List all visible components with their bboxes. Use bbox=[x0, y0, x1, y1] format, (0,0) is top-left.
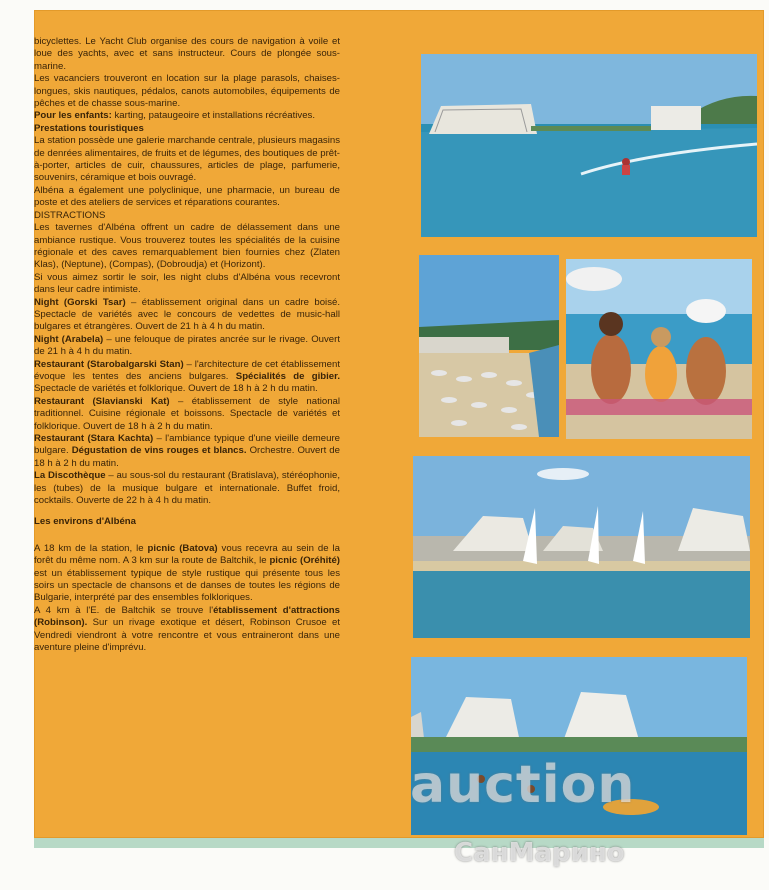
label-enfants: Pour les enfants: bbox=[34, 110, 112, 122]
paragraph bbox=[34, 433, 340, 470]
label-slavianski: Restaurant (Slavianski Kat) bbox=[34, 395, 170, 407]
text-robinson-a: A 4 km à l'E. de Baltchik se trouve l' bbox=[34, 604, 214, 616]
watermark-sanmarino: СанМарино bbox=[454, 838, 625, 868]
label-batova: picnic (Batova) bbox=[147, 542, 218, 554]
photo-beach bbox=[419, 255, 559, 437]
paragraph bbox=[34, 605, 340, 655]
label-gorski-tsar: Night (Gorski Tsar) bbox=[34, 296, 126, 308]
paragraph bbox=[34, 334, 340, 359]
paragraph: Les tavernes d'Albéna offrent un cadre de délassement dans une ambiance rustique. Vous trouverez toutes les spécialités de la cuisine régionale et des caves remarquablement bien fournies chez (Zlaten Klas), (Neptune), (Compas), (Dobroudja) et (Horizont). bbox=[34, 222, 340, 271]
paragraph: Albéna a également une polyclinique, une pharmacie, un bureau de poste et des ateliers de services et réparations courantes. bbox=[34, 184, 340, 209]
heading-prestations: Prestations touristiques bbox=[34, 122, 144, 134]
paragraph bbox=[34, 470, 340, 507]
text-gibier: Spectacle de variétés et folklorique. Ouvert de 18 h à 2 h du matin. bbox=[34, 383, 318, 395]
text-starobalgarski: – l'architecture de cet établissement évoque les tentes des anciens bulgares. bbox=[34, 358, 340, 382]
label-stara-kachta: Restaurant (Stara Kachta) bbox=[34, 433, 154, 444]
label-gibier: Spécialités de gibier. bbox=[235, 370, 341, 382]
text-column bbox=[34, 36, 340, 655]
label-starobalgarski: Restaurant (Starobalgarski Stan) bbox=[34, 358, 184, 370]
label-discotheque: La Discothèque bbox=[34, 470, 106, 482]
text-robinson-b: Sur un rivage exotique et désert, Robinson Crusoe et Vendredi viendront à votre rencontre et vous entraineront dans une aventure pleine d'imprévu. bbox=[34, 617, 340, 654]
paragraph bbox=[34, 110, 340, 122]
paragraph bbox=[34, 359, 340, 396]
label-robinson: établissement d'attractions (Robinson). bbox=[34, 604, 340, 629]
paragraph: Les vacanciers trouveront en location sur la plage parasols, chaises-longues, skis nautiques, pédalos, canots automobiles, équipements de pêches et de chasse sous-marine. bbox=[34, 73, 340, 110]
text-arabela: – une felouque de pirates ancrée sur le rivage. Ouvert de 21 h à 4 h du matin. bbox=[34, 333, 340, 358]
paragraph bbox=[34, 396, 340, 433]
heading-environs: Les environs d'Albéna bbox=[34, 516, 136, 528]
text-environs-a: A 18 km de la station, le bbox=[34, 542, 148, 554]
text-environs-b: vous recevra au sein de la forêt du même nom. A 3 km sur la route de Baltchik, le bbox=[34, 542, 340, 567]
watermark-auction: auction bbox=[410, 755, 636, 815]
text-gorski-tsar: – établissement original dans un cadre boisé. Spectacle de variétés avec le concours de vedettes de music-hall bulgares et étrangères. Ouvert de 21 h à 4 h du matin. bbox=[34, 296, 340, 333]
page-bottom-edge bbox=[34, 838, 764, 848]
label-arabela: Night (Arabela) bbox=[34, 333, 104, 345]
photo-family bbox=[566, 259, 752, 439]
text-slavianski: – établissement de style national traditionnel. Cuisine régionale et boissons. Spectacle de variétés et folklorique. Ouvert de 18 h à 2 h du matin. bbox=[34, 395, 341, 432]
label-orehite: picnic (Oréhité) bbox=[269, 555, 340, 567]
paragraph: Si vous aimez sortir le soir, les night clubs d'Albéna vous recevront dans leur cadre intimiste. bbox=[34, 271, 340, 296]
paragraph bbox=[34, 297, 340, 334]
label-degustation: Dégustation de vins rouges et blancs. bbox=[71, 445, 247, 457]
text-environs-c: est un établissement typique de style rustique qui présente tous les soirs un spectacle de chansons et de danses de toutes les régions de Bulgarie, interprété par des ensembles folkloriques. bbox=[34, 567, 340, 604]
heading-distractions: DISTRACTIONS bbox=[34, 209, 106, 221]
text-discotheque: – au sous-sol du restaurant (Bratislava), stéréophonie, les (tubes) de la musique bulgare et internationale. Buffet froid, cocktails. Ouverte de 22 h à 4 h du matin. bbox=[34, 470, 340, 507]
text-stara-kachta: – l'ambiance typique d'une vieille demeure bulgare. bbox=[34, 433, 340, 457]
paragraph: bicyclettes. Le Yacht Club organise des cours de navigation à voile et loue des yachts, avec et sans instructeur. Cours de plongée sous-marine. bbox=[34, 36, 340, 72]
paragraph bbox=[34, 543, 340, 605]
paragraph: La station possède une galerie marchande centrale, plusieurs magasins de denrées alimentaires, de fruits et de légumes, des boutiques de prêt-à-porter, articles de cuir, chaussures, articles de plage, parfumerie, souvenirs, céramique et bois ouvragé. bbox=[34, 135, 340, 184]
text-degustation: Orchestre. Ouvert de 18 h à 2 h du matin. bbox=[34, 445, 340, 469]
photo-waterski bbox=[421, 54, 757, 237]
text-enfants: karting, pataugeoire et installations récréatives. bbox=[111, 110, 316, 122]
photo-sailboats bbox=[413, 456, 750, 638]
